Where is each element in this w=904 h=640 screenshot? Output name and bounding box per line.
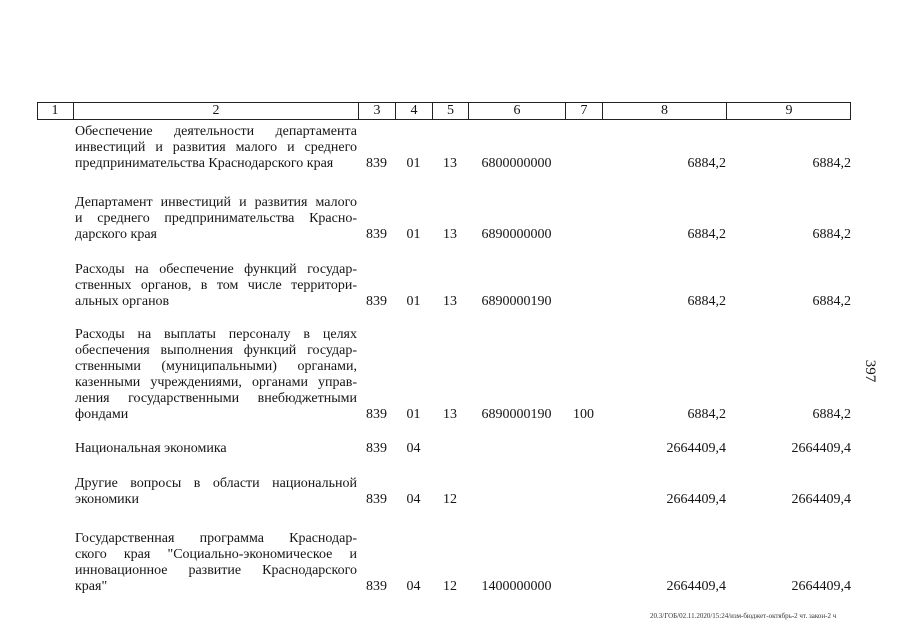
row-description: [75, 441, 357, 457]
row-description-line: обеспечения выполнения функций государ-: [75, 343, 357, 358]
row-description: [75, 195, 357, 243]
amount-cell-col9: 6884,2: [812, 407, 851, 422]
column-header-3: 3: [358, 103, 395, 119]
row-description-line: Обеспечение деятельности департамента: [75, 124, 357, 139]
row-description-line: экономики: [75, 492, 139, 507]
dept-code-cell: 839: [366, 407, 387, 422]
dept-code-cell: 839: [366, 579, 387, 594]
expense-type-cell: 100: [573, 407, 594, 422]
dept-code-cell: 839: [366, 294, 387, 309]
section-cell: 01: [406, 407, 421, 422]
dept-code-cell: 839: [366, 441, 387, 456]
section-cell: 04: [406, 579, 421, 594]
subsection-cell: 13: [443, 156, 457, 171]
row-description: [75, 476, 357, 508]
amount-cell-col8: 2664409,4: [666, 579, 726, 594]
column-header-9: 9: [726, 103, 851, 119]
amount-cell-col8: 2664409,4: [666, 441, 726, 456]
row-description: [75, 124, 357, 172]
column-header-6: 6: [468, 103, 565, 119]
row-description-line: ственных органов, в том числе территори-: [75, 278, 357, 293]
subsection-cell: 12: [443, 492, 457, 507]
row-description-line: инновационное развитие Краснодарского: [75, 563, 357, 578]
row-description: [75, 262, 357, 310]
amount-cell-col9: 2664409,4: [791, 441, 851, 456]
target-article-cell: 6890000000: [481, 227, 552, 242]
subsection-cell: 13: [443, 407, 457, 422]
target-article-cell: 6800000000: [481, 156, 552, 171]
amount-cell-col9: 6884,2: [812, 294, 851, 309]
row-description-line: ления государственными внебюджетными: [75, 391, 357, 406]
row-description-line: ственными (муниципальными) органами,: [75, 359, 357, 374]
row-description-line: Другие вопросы в области национальной: [75, 476, 357, 491]
amount-cell-col8: 2664409,4: [666, 492, 726, 507]
amount-cell-col9: 6884,2: [812, 227, 851, 242]
section-cell: 04: [406, 441, 421, 456]
row-description-line: Департамент инвестиций и развития малого: [75, 195, 357, 210]
target-article-cell: 6890000190: [481, 294, 552, 309]
row-description-line: казенными учреждениями, органами управ-: [75, 375, 357, 390]
column-header-5: 5: [432, 103, 468, 119]
page-number: 397: [862, 359, 878, 383]
amount-cell-col9: 2664409,4: [791, 579, 851, 594]
subsection-cell: 12: [443, 579, 457, 594]
row-description-line: Расходы на обеспечение функций государ-: [75, 262, 357, 277]
amount-cell-col8: 6884,2: [687, 156, 726, 171]
row-description-line: предпринимательства Краснодарского края: [75, 156, 334, 171]
section-cell: 01: [406, 156, 421, 171]
target-article-cell: 1400000000: [481, 579, 552, 594]
amount-cell-col8: 6884,2: [687, 227, 726, 242]
amount-cell-col9: 6884,2: [812, 156, 851, 171]
row-description-line: края": [75, 579, 108, 594]
subsection-cell: 13: [443, 294, 457, 309]
amount-cell-col9: 2664409,4: [791, 492, 851, 507]
dept-code-cell: 839: [366, 227, 387, 242]
section-cell: 01: [406, 294, 421, 309]
row-description-line: и среднего предпринимательства Красно-: [75, 211, 357, 226]
column-header-4: 4: [395, 103, 432, 119]
table-header-row: [37, 102, 851, 120]
amount-cell-col8: 6884,2: [687, 294, 726, 309]
column-header-8: 8: [602, 103, 726, 119]
row-description-line: альных органов: [75, 294, 170, 309]
dept-code-cell: 839: [366, 156, 387, 171]
row-description-line: фондами: [75, 407, 129, 422]
amount-cell-col8: 6884,2: [687, 407, 726, 422]
row-description-line: дарского края: [75, 227, 157, 242]
row-description-line: инвестиций и развития малого и среднего: [75, 140, 357, 155]
row-description-line: Расходы на выплаты персоналу в целях: [75, 327, 357, 342]
row-description: [75, 531, 357, 595]
target-article-cell: 6890000190: [481, 407, 552, 422]
row-description: [75, 327, 357, 423]
dept-code-cell: 839: [366, 492, 387, 507]
subsection-cell: 13: [443, 227, 457, 242]
row-description-line: ского края "Социально-экономическое и: [75, 547, 357, 562]
section-cell: 04: [406, 492, 421, 507]
column-header-2: 2: [73, 103, 358, 119]
row-description-line: Государственная программа Краснодар-: [75, 531, 357, 546]
column-header-1: 1: [51, 103, 59, 118]
column-header-7: 7: [565, 103, 602, 119]
row-description-line: Национальная экономика: [75, 441, 227, 456]
footer-file-stamp: 20.3/ГОБ/02.11.2020/15:24/изм-бюджет-октябрь-2 чт. закон-2 ч: [650, 612, 837, 620]
section-cell: 01: [406, 227, 421, 242]
